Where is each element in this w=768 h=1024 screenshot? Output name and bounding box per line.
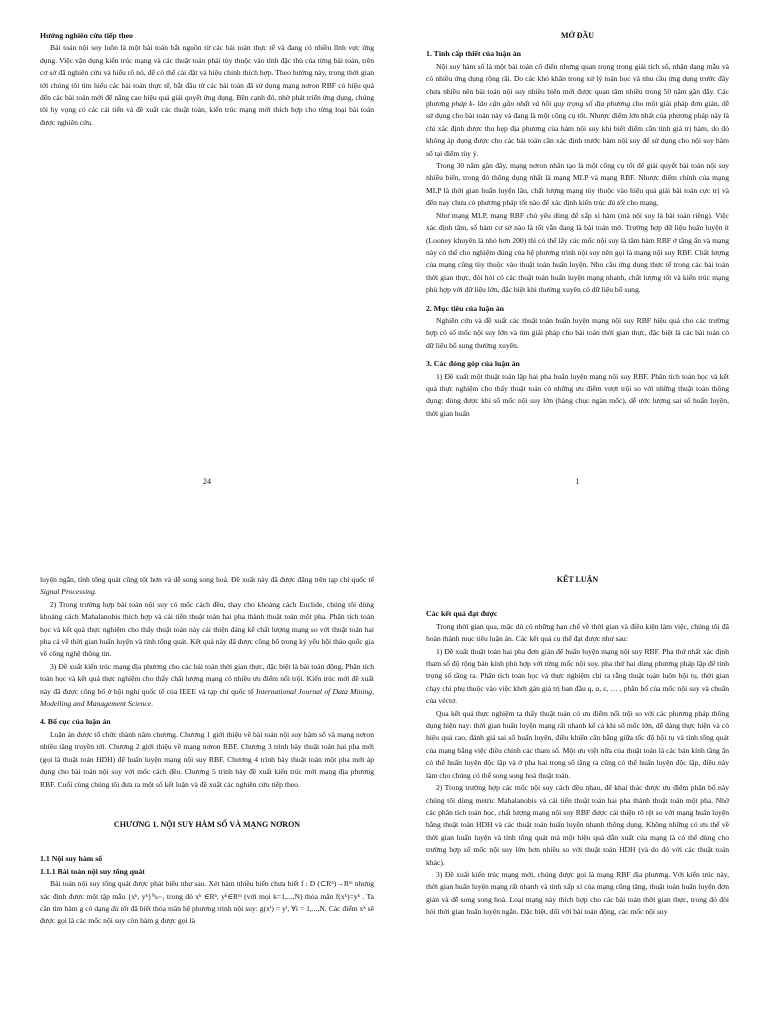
section-1-paragraph-3: Như mạng MLP, mạng RBF chủ yếu dùng để xấp xỉ hàm (mà nội suy là bài toán riêng). Việc xác định tâm, số hàm cơ sở nào là tốt vẫn đang là bài toán mở. Trường hợp dữ liệu huấn luyện ít (Looney khuyên là nhỏ hơn 200) thì có thể lấy các mốc nội suy là tâm hàm RBF ở tầng ẩn và mạng này có thể cho nghiệm đúng của hệ phương trình nội suy nên gọi là mạng nội suy RBF. Chất lượng của mạng cũng tùy thuộc vào thuật toán huấn luyện. Nhu cầu ứng dụng thực tế trong các bài toán thời gian thực, đòi hỏi có các thuật toán huấn luyện mạng nhanh, chất lượng tốt và kiến trúc mạng phù hợp với dữ liệu lớn, đặc biệt khi thường xuyên có dữ liệu bổ sung.: [426, 210, 729, 295]
section-2-paragraph: Nghiên cứu và đề xuất các thuật toán huấn luyện mạng nội suy RBF hiệu quả cho các trường hợp có số mốc nội suy lớn và tìm giải pháp cho bài toán thời gian thực, đặc biệt là các bài toán có dữ liệu bổ sung thường xuyên.: [426, 315, 729, 350]
result-1-analysis: Qua kết quả thực nghiệm ta thấy thuật toán có ưu điểm nổi trội so với các phương pháp thông dụng hiện nay: thời gian huấn luyện mạng rất nhanh kể cả khi số mốc lớn, dễ dàng thực hiện và có hiệu quả cao, đánh giá sai số huấn luyện, điều khiển cân bằng giữa tốc độ hội tụ và tính tổng quát của mạng bằng việc điều chỉnh các tham số. Một ưu việt nữa của thuật toán là các bán kính tầng ẩn có thể huấn luyện độc lập và ở pha hai trọng số tầng ra cũng có thể huấn luyện độc lập, điều này làm cho chúng có thể song song hoá thuật toán.: [426, 708, 729, 780]
contribution-2: 2) Trong trường hợp bài toán nội suy có mốc cách đều, thay cho khoảng cách Euclide, chúng tôi dùng khoảng cách Mahalanobis thích hợp và cải tiến thuật toán hai pha thành thuật toán một pha. Phân tích toán học và kết quả thực nghiệm cho thấy thuật toán này cải thiện đáng kể chất lượng mạng so với thuật toán hai pha cả về thời gian huấn luyện và tính tổng quát. Kết quả này đã được công bố trong kỷ yếu hội thảo quốc gia về công nghệ thông tin.: [40, 599, 374, 659]
conclusion-title: KẾT LUẬN: [556, 575, 599, 584]
section-1-1-1-heading: 1.1.1 Bài toán nội suy tổng quát: [40, 866, 145, 876]
section-2-heading: 2. Mục tiêu của luận án: [426, 303, 504, 313]
future-work-heading: Hướng nghiên cứu tiếp theo: [40, 31, 133, 40]
page-number: 1: [575, 477, 580, 486]
intro-title: MỞ ĐẦU: [560, 31, 595, 40]
section-4-paragraph: Luận án được tổ chức thành năm chương. Chương 1 giới thiệu về bài toán nội suy hàm số và mạng nơron nhiều tầng truyền tới. Chương 2 giới thiệu về mạng nơron RBF. Chương 3 trình bày thuật toán hai pha mới (gọi là thuật toán HDH) để huấn luyện mạng nội suy RBF. Chương 4 trình bày thuật toán một pha mới áp dụng cho bài toán nội suy với mốc cách đều. Chương 5 trình bày đề xuất kiến trúc mới mạng địa phương RBF. Cuối cùng chúng tôi đưa ra một số kết luận và đề xuất các nghiên cứu tiếp theo.: [40, 729, 374, 789]
results-intro: Trong thời gian qua, mặc dù có những hạn chế về thời gian và điều kiện làm việc, chúng tôi đã hoàn thành mục tiêu luận án. Các kết quả cụ thể đạt được như sau:: [426, 621, 729, 644]
contribution-1-continued: luyện ngắn, tính tổng quát cũng tốt hơn và dễ song song hoá. Đề xuất này đã được đăng trên tạp chí quốc tế Signal Processing.: [40, 575, 374, 597]
section-1-paragraph-1: Nội suy hàm số là một bài toán cổ điển nhưng quan trọng trong giải tích số, nhận dạng mẫu và có nhiều ứng dụng rộng rãi. Do các khó khăn trong xử lý toán học và nhu cầu ứng dụng trước đây chưa nhiều nên bài toán nội suy nhiều biến mới được quan tâm nhiều trong 50 năm gần đây. Các phương pháp k- lân cận gần nhất và hồi quy trọng số địa phương cho một giải pháp đơn giản, dễ sử dụng cho bài toán này và đang là một công cụ tốt. Nhược điểm lớn nhất của phương pháp này là chỉ xác định được thu hẹp địa phương của hàm nội suy khi biết điểm cần tính giá trị hàm, do đó không áp dụng được cho các bài toán cần xác định trước hàm nội suy để sử dụng cho nội suy hàm số tại điểm tùy ý.: [426, 61, 730, 158]
section-1-heading: 1. Tính cấp thiết của luận án: [426, 49, 521, 59]
results-heading: Các kết quả đạt được: [426, 609, 498, 619]
page-24: [0, 0, 384, 512]
result-1: 1) Đề xuất thuật toán hai pha đơn giản để huấn luyện mạng nội suy RBF. Pha thứ nhất xác định tham số độ rộng bán kính phù hợp với từng mốc nội suy, pha thứ hai dùng phương pháp lặp để tính trọng số tầng ra. Phân tích toán học và thực nghiệm chỉ ra rằng thuật toán luôn hội tụ, thời gian chạy chỉ phụ thuộc vào việc khởi gán giá trị ban đầu q, α, ε, … , phân bố của mốc nội suy và chuẩn của véctơ.: [426, 646, 729, 706]
future-work-paragraph: Bài toán nội suy luôn là một bài toán bắt nguồn từ các bài toán thực tế và đang có nhiều lĩnh vực ứng dụng. Việc vận dụng kiến trúc mạng và các thuật toán phải tùy thuộc vào tính đặc thù của từng bài toán, trên cơ sở đã nghiên cứu và hiểu rõ nó, để có thể cài đặt và hiệu chỉnh thích hợp. Theo hướng này, trong thời gian tới chúng tôi tìm hiểu các bài toán thực tế, bắt đầu từ các bài toán đã sử dụng mạng nơron RBF có hiệu quả đến các bài toán mới để nâng cao hiệu quả giải quyết ứng dụng. Bên cạnh đó, nhờ phát triển ứng dụng, chúng tôi hy vọng có các cải tiến và đề xuất các thuật toán, kiến trúc mạng mới thích hợp cho từng loại bài toán được nghiên cứu.: [40, 43, 374, 127]
section-3-heading: 3. Các đóng góp của luận án: [426, 359, 520, 369]
page-number: 24: [203, 477, 211, 486]
contribution-3: 3) Đề xuất kiến trúc mạng địa phương cho các bài toán thời gian thực, đặc biệt là bài toán động. Phân tích toán học và kết quả thực nghiệm cho thấy chất lượng mạng có nhiều ưu điểm nổi trội. Kiến trúc mới đề xuất này đã được công bố ở hội nghị quốc tế của IEEE và tạp chí quốc tế International Journal of Data Mining, Modelling and Management Science.: [40, 661, 374, 709]
result-2: 2) Trong trường hợp các mốc nội suy cách đều nhau, để khai thác được ưu điểm phân bố này chúng tôi dùng metric Mahalanobis và cải tiến thuật toán hai pha thành thuật toán một pha. Nhờ các phân tích toán học, chất lượng mạng nội suy RBF được cải thiện rõ rệt so với mạng huấn luyện bằng thuật toán HDH và các thuật toán huấn luyện nhanh thông dụng. Không những có ưu thế về thời gian huấn luyện và tính tổng quát mà một hiệu quả dẫn xuất của mạng là có thể dùng cho trường hợp số mốc nội suy lớn hơn nhiều so với thuật toán HDH (và do đó với các thuật toán khác).: [426, 783, 729, 867]
chapter-1-title: CHƯƠNG 1. NỘI SUY HÀM SỐ VÀ MẠNG NƠRON: [113, 819, 301, 829]
page-1: [384, 0, 768, 512]
result-3: 3) Đề xuất kiến trúc mạng mới, chúng được gọi là mạng RBF địa phương. Với kiến trúc này, thời gian huấn luyện mạng rất nhanh và tính xấp xỉ của mạng cũng tăng, thuật toán huấn luyện đơn giản và dễ song song hoá. Loại mạng này thích hợp cho các bài toán thời gian thực, trong đó đòi hỏi thời gian huấn luyện ngắn. Đặc biệt, đối với bài toán động, các mốc nội suy: [426, 869, 729, 917]
section-1-1-heading: 1.1 Nội suy hàm số: [40, 854, 103, 864]
section-3-paragraph: 1) Đề xuất một thuật toán lặp hai pha huấn luyện mạng nội suy RBF. Phân tích toán học và kết quả thực nghiệm cho thấy thuật toán có những ưu điểm vượt trội so với những thuật toán thông dụng: dùng được khi số mốc nội suy lớn (hàng chục ngàn mốc), dễ ước lượng sai số huấn luyện, thời gian huấn: [426, 371, 729, 418]
section-4-heading: 4. Bố cục của luận án: [40, 717, 111, 727]
section-1-1-1-paragraph: Bài toán nội suy tổng quát được phát biểu như sau. Xét hàm nhiều biến chưa biết f : D (⊂Rⁿ)→Rᵐ nhưng xác định được một tập mẫu {xᵏ, yᵏ}ᴺₖ₌₁ trong đó xᵏ ∈Rⁿ, yᵏ∈Rᵐ (với mọi k=1,...,N) thỏa mãn f(xᵏ)=yᵏ . Ta cần tìm hàm g có dạng đủ tốt đã biết thỏa mãn hệ phương trình nội suy: g(xⁱ) = yⁱ, ∀i = 1,...,N. Các điểm xᵏ sẽ được gọi là các mốc nội suy còn hàm g được gọi là: [40, 879, 374, 926]
section-1-paragraph-2: Trong 30 năm gần đây, mạng nơron nhân tạo là một công cụ tốt để giải quyết bài toán nội suy nhiều biến, trong đó thông dụng nhất là mạng MLP và mạng RBF. Nhược điểm chính của mạng MLP là thời gian huấn luyện lâu, chất lượng mạng tùy thuộc vào hiệu quả giải bài toán cực trị và đến nay chưa có phương pháp tốt nào để xác định kiến trúc đủ tốt cho mạng.: [426, 161, 729, 208]
page-conclusion: [384, 512, 768, 1024]
page-2: [0, 512, 384, 1024]
